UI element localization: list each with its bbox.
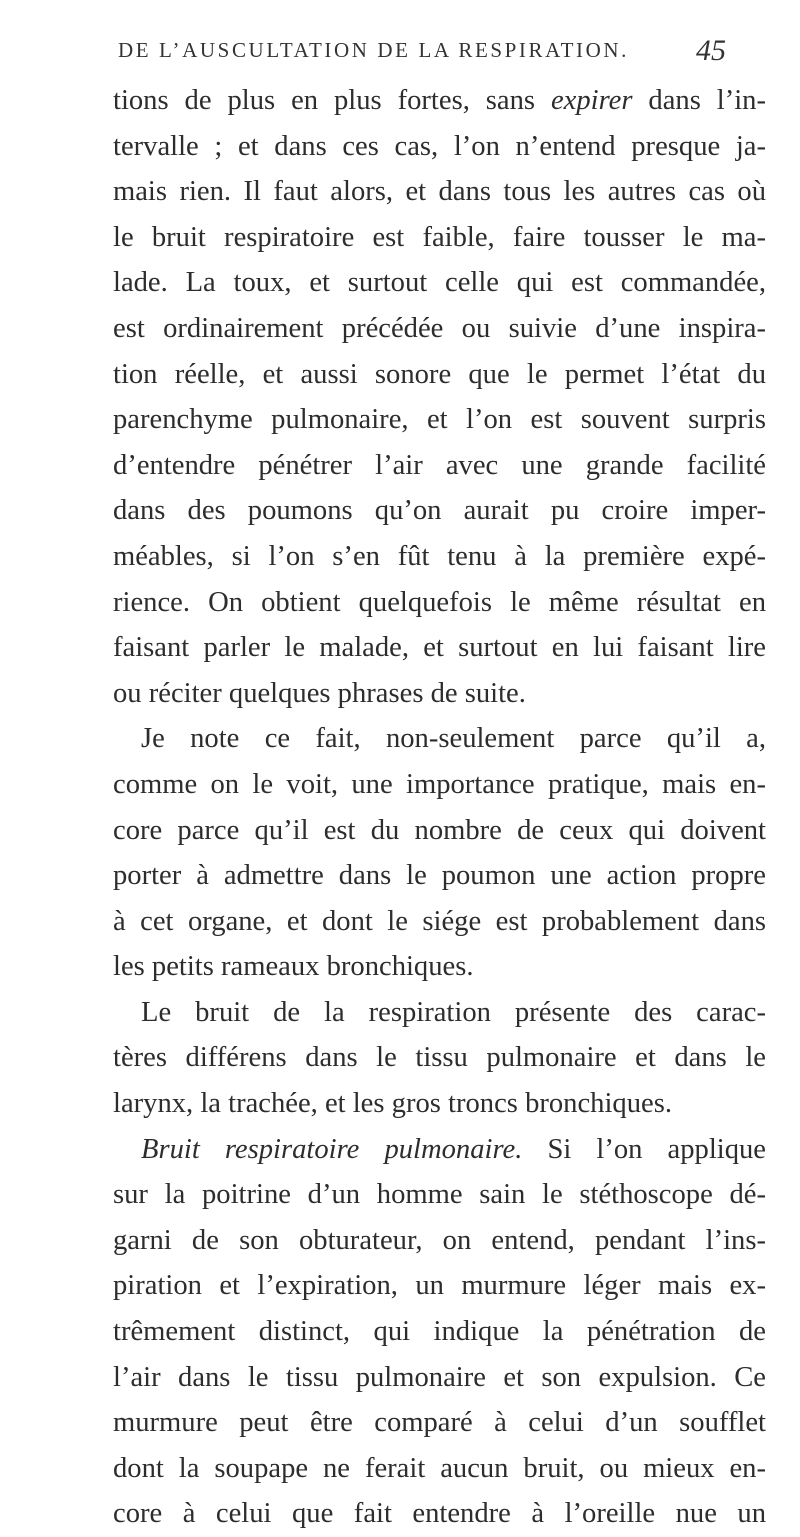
body-text bbox=[113, 78, 766, 1537]
page-number: 45 bbox=[696, 34, 726, 67]
text-line: core à celui que fait entendre à l’oreille nue un bbox=[113, 1498, 766, 1530]
text-line: dans des poumons qu’on aurait pu croire imper- bbox=[113, 495, 766, 527]
text-line: sur la poitrine d’un homme sain le stéthoscope dé- bbox=[113, 1179, 766, 1211]
text-line: larynx, la trachée, et les gros troncs bronchiques. bbox=[113, 1088, 672, 1120]
text-line: tion réelle, et aussi sonore que le permet l’état du bbox=[113, 358, 766, 390]
text-line: porter à admettre dans le poumon une action propre bbox=[113, 860, 766, 892]
text-line: tères différens dans le tissu pulmonaire et dans le bbox=[113, 1042, 766, 1074]
running-title: DE L’AUSCULTATION DE LA RESPIRATION. bbox=[118, 38, 629, 62]
text-line: comme on le voit, une importance pratique, mais en- bbox=[113, 768, 766, 800]
text-line: trêmement distinct, qui indique la pénétration de bbox=[113, 1316, 766, 1348]
text-line: faisant parler le malade, et surtout en lui faisant lire bbox=[113, 632, 766, 664]
text-line: d’entendre pénétrer l’air avec une grande facilité bbox=[113, 449, 766, 481]
text-line: murmure peut être comparé à celui d’un soufflet bbox=[113, 1407, 766, 1439]
section-heading: Bruit respiratoire pulmonaire. bbox=[141, 1133, 523, 1165]
text-line: le bruit respiratoire est faible, faire tousser le ma- bbox=[113, 221, 766, 253]
text-line: piration et l’expiration, un murmure léger mais ex- bbox=[113, 1270, 766, 1302]
text-line: core parce qu’il est du nombre de ceux qui doivent bbox=[113, 814, 766, 846]
paragraph-start-line: Je note ce fait, non-seulement parce qu’il a, bbox=[141, 723, 766, 755]
text-line: ou réciter quelques phrases de suite. bbox=[113, 677, 526, 709]
text-line: mais rien. Il faut alors, et dans tous les autres cas où bbox=[113, 176, 766, 208]
text-line: garni de son obturateur, on entend, pendant l’ins- bbox=[113, 1224, 766, 1256]
text-line: l’air dans le tissu pulmonaire et son expulsion. Ce bbox=[113, 1361, 766, 1393]
text-line: lade. La toux, et surtout celle qui est commandée, bbox=[113, 267, 766, 299]
text-line: tervalle ; et dans ces cas, l’on n’entend presque ja- bbox=[113, 130, 766, 162]
text-line: à cet organe, et dont le siége est probablement dans bbox=[113, 905, 766, 937]
text-line: est ordinairement précédée ou suivie d’une inspira- bbox=[113, 312, 766, 344]
running-head bbox=[106, 34, 746, 74]
text-line: les petits rameaux bronchiques. bbox=[113, 951, 474, 983]
text-line: parenchyme pulmonaire, et l’on est souvent surpris bbox=[113, 404, 766, 436]
paragraph-start-line: Le bruit de la respiration présente des carac- bbox=[141, 996, 766, 1028]
text-line: méables, si l’on s’en fût tenu à la première expé- bbox=[113, 540, 766, 572]
text-line: dont la soupape ne ferait aucun bruit, ou mieux en- bbox=[113, 1452, 766, 1484]
text-line: rience. On obtient quelquefois le même résultat en bbox=[113, 586, 766, 618]
text-line: tions de plus en plus fortes, sans expirer dans l’in- bbox=[113, 85, 766, 116]
section-heading-line: Bruit respiratoire pulmonaire. Si l’on applique bbox=[141, 1133, 766, 1165]
